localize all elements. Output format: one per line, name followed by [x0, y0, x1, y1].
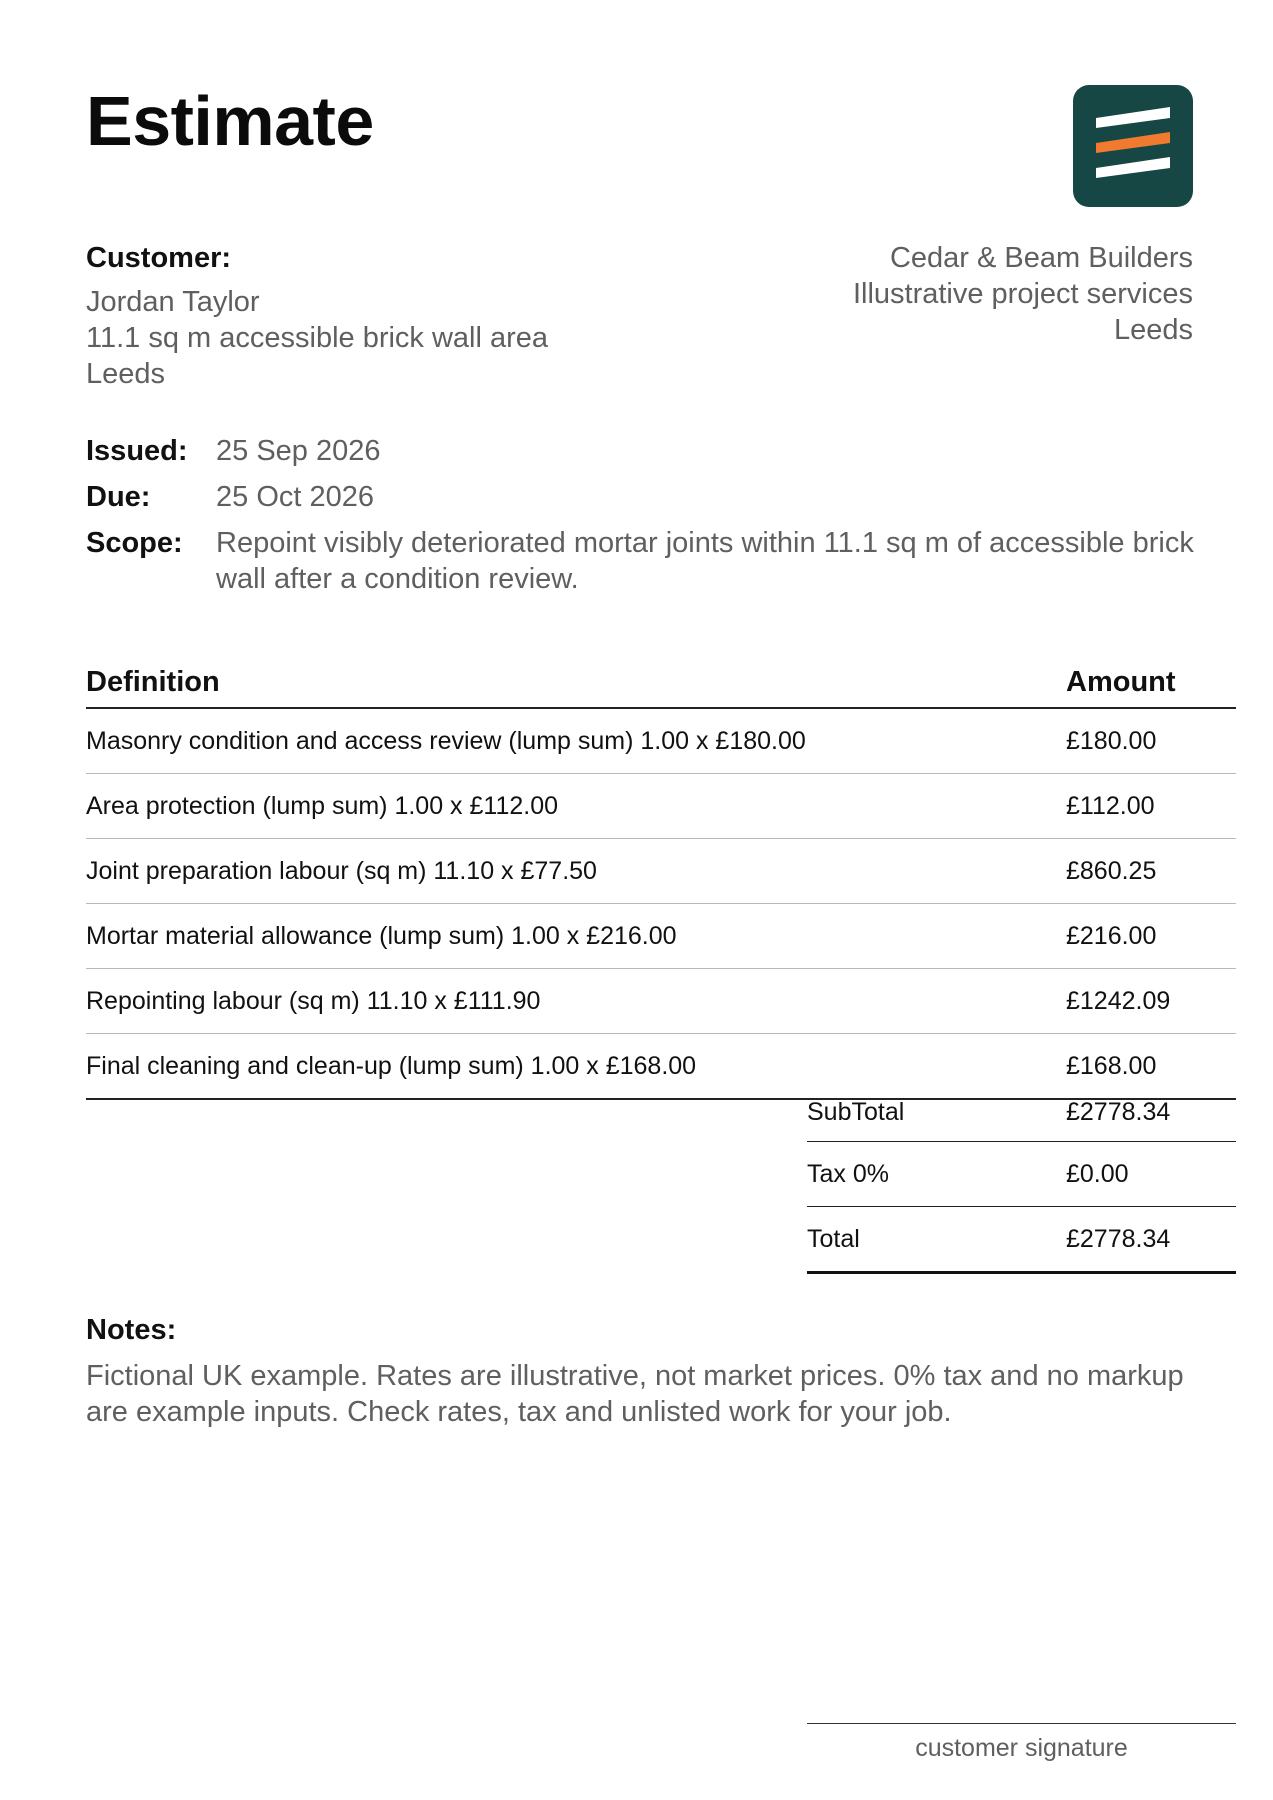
notes-text: Fictional UK example. Rates are illustrative, not market prices. 0% tax and no markup are example inputs. Check rates, tax and unlisted work for your job.	[86, 1360, 1184, 1428]
due-label: Due:	[86, 481, 151, 513]
table-row	[86, 969, 1236, 1034]
notes-block	[86, 1312, 1196, 1430]
tax-row	[807, 1142, 1236, 1207]
subtotal-value: £2778.34	[1066, 1098, 1171, 1126]
item-definition: Masonry condition and access review (lump sum) 1.00 x £180.00	[86, 726, 806, 755]
table-header	[86, 655, 1236, 709]
subtotal-row	[807, 1084, 1236, 1142]
tax-value: £0.00	[1066, 1159, 1129, 1188]
item-amount: £180.00	[1066, 726, 1157, 755]
company-block	[853, 240, 1193, 348]
issued-row	[86, 433, 1196, 469]
item-definition: Mortar material allowance (lump sum) 1.00 x £216.00	[86, 921, 677, 950]
notes-label: Notes:	[86, 1314, 177, 1346]
customer-signature-line	[807, 1723, 1236, 1763]
scope-text: Repoint visibly deteriorated mortar joints within 11.1 sq m of accessible brick wall after a condition review.	[216, 527, 1194, 595]
item-definition: Repointing labour (sq m) 11.10 x £111.90	[86, 986, 541, 1015]
company-tagline: Illustrative project services	[852, 278, 1193, 310]
company-city: Leeds	[1113, 314, 1193, 346]
table-row	[86, 709, 1236, 774]
signature-label: customer signature	[915, 1734, 1128, 1762]
column-header-amount: Amount	[1066, 666, 1176, 698]
subtotal-label: SubTotal	[807, 1098, 905, 1126]
company-name: Cedar & Beam Builders	[889, 242, 1193, 274]
due-date: 25 Oct 2026	[216, 481, 374, 513]
total-label: Total	[807, 1224, 860, 1253]
item-amount: £216.00	[1066, 921, 1157, 950]
table-row	[86, 904, 1236, 969]
total-row	[807, 1207, 1236, 1274]
total-value: £2778.34	[1066, 1224, 1171, 1253]
scope-label: Scope:	[86, 527, 183, 559]
item-amount: £168.00	[1066, 1051, 1157, 1080]
customer-name: Jordan Taylor	[86, 286, 260, 318]
estimate-meta	[86, 433, 1196, 607]
table-row	[86, 839, 1236, 904]
tax-label: Tax 0%	[807, 1159, 889, 1188]
issued-label: Issued:	[86, 435, 188, 467]
item-definition: Final cleaning and clean-up (lump sum) 1.00 x £168.00	[86, 1051, 697, 1080]
item-amount: £1242.09	[1066, 986, 1171, 1015]
company-logo-icon	[1073, 85, 1193, 207]
item-definition: Joint preparation labour (sq m) 11.10 x £77.50	[86, 856, 597, 885]
customer-project: 11.1 sq m accessible brick wall area	[86, 322, 549, 354]
customer-label: Customer:	[86, 242, 232, 274]
item-definition: Area protection (lump sum) 1.00 x £112.00	[86, 791, 559, 820]
totals-block	[807, 1084, 1236, 1274]
customer-city: Leeds	[86, 358, 166, 390]
issued-date: 25 Sep 2026	[216, 435, 381, 467]
due-row	[86, 479, 1196, 515]
column-header-definition: Definition	[86, 666, 220, 698]
item-amount: £860.25	[1066, 856, 1157, 885]
item-amount: £112.00	[1066, 791, 1155, 820]
scope-row	[86, 525, 1196, 597]
page-title: Estimate	[86, 82, 374, 160]
customer-block	[86, 240, 548, 392]
table-row	[86, 774, 1236, 839]
line-items-table	[86, 655, 1236, 1100]
